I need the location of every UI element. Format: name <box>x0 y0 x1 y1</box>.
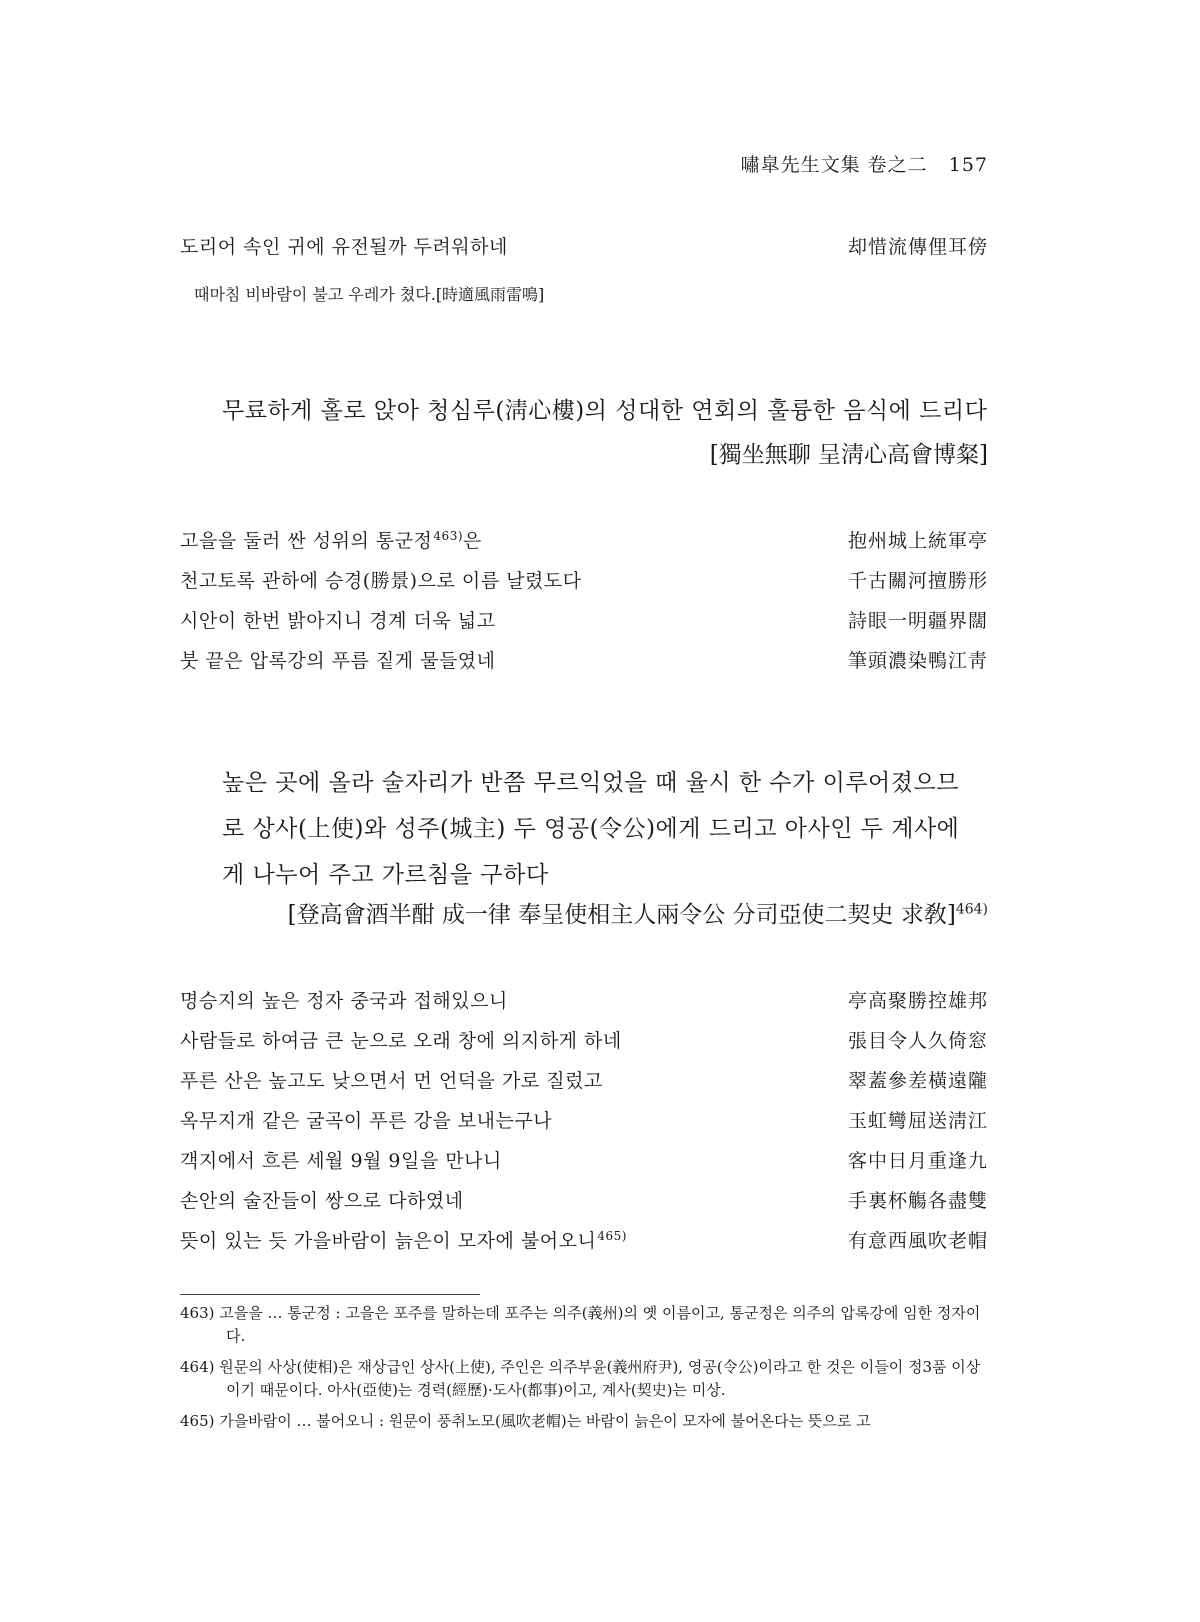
poem-title-chinese: [登高會酒半酣 成一律 奉呈使相主人兩令公 分司亞使二契史 求敎]$^{464)}$ <box>287 901 988 928</box>
verse-line <box>180 566 988 593</box>
verse-korean: 뜻이 있는 듯 가을바람이 늙은이 모자에 불어오니$^{465)}$ <box>180 1228 627 1252</box>
footnote-number: 465) <box>180 1412 215 1430</box>
verse-line <box>180 1226 988 1253</box>
verse-korean: 붓 끝은 압록강의 푸름 짙게 물들였네 <box>180 650 496 672</box>
footnote-text: 고을을 … 통군정 : 고을은 포주를 말하는데 포주는 의주(義州)의 옛 이름이고, 통군정은 의주의 압록강에 임한 정자이다. <box>219 1304 981 1345</box>
verse-korean: 천고토록 관하에 승경(勝景)으로 이름 날렸도다 <box>180 570 582 592</box>
verse-line <box>180 232 988 259</box>
verse-chinese: 千古關河擅勝形 <box>847 570 988 592</box>
verse-chinese: 張目令人久倚窓 <box>847 1030 988 1052</box>
footnote-ref[interactable]: 464) <box>955 901 988 918</box>
verse-korean: 명승지의 높은 정자 중국과 접해있으니 <box>180 990 508 1012</box>
footnote-number: 463) <box>180 1304 215 1322</box>
poem-title-korean-line: 로 상사(上使)와 성주(城主) 두 영공(令公)에게 드리고 아사인 두 계사에 <box>222 816 960 842</box>
footnote-text: 원문의 사상(使相)은 재상급인 상사(上使), 주인은 의주부윤(義州府尹), 영공(令公)이라고 한 것은 이들이 정3품 이상이기 때문이다. 아사(亞使)는 경력(經歷)·도사(都事)이고, 계사(契史)는 미상. <box>219 1358 981 1399</box>
verse-korean: 손안의 술잔들이 쌍으로 다하였네 <box>180 1190 464 1212</box>
footnote-text: 가을바람이 … 불어오니 : 원문이 풍취노모(風吹老帽)는 바람이 늙은이 모자에 불어온다는 뜻으로 고 <box>219 1412 871 1430</box>
verse-line <box>180 1066 988 1093</box>
verse-chinese: 有意西風吹老帽 <box>847 1230 988 1252</box>
poem-title <box>222 760 988 898</box>
verse-line <box>180 1186 988 1213</box>
verse-line <box>180 986 988 1013</box>
poem-title <box>222 388 988 434</box>
verse-chinese: 玉虹彎屈送淸江 <box>847 1110 988 1132</box>
verse-chinese: 亭高聚勝控雄邦 <box>847 990 988 1012</box>
footnote <box>180 1356 988 1402</box>
verse-line <box>180 1146 988 1173</box>
verse-chinese: 翠蓋參差橫遠隴 <box>847 1070 988 1092</box>
verse-line <box>180 606 988 633</box>
verse-line <box>180 1026 988 1053</box>
verse-chinese: 客中日月重逢九 <box>847 1150 988 1172</box>
verse-chinese: 抱州城上統軍亭 <box>847 530 988 552</box>
footnote-ref[interactable]: 465) <box>597 1228 627 1243</box>
footnote <box>180 1302 988 1348</box>
page-number: 157 <box>948 154 988 176</box>
verse-korean: 시안이 한번 밝아지니 경계 더욱 넓고 <box>180 610 496 632</box>
verse-chinese: 手裏杯觴各盡雙 <box>847 1190 988 1212</box>
poem-title-korean-line: 높은 곳에 올라 술자리가 반쯤 무르익었을 때 율시 한 수가 이루어졌으므 <box>222 770 959 796</box>
verse-line <box>180 1106 988 1133</box>
running-title: 嘯皐先生文集 卷之二 <box>740 154 928 176</box>
footnote-number: 464) <box>180 1358 215 1376</box>
verse-korean: 고을을 둘러 싼 성위의 통군정$^{463)}$은 <box>180 528 482 552</box>
footnote-divider <box>180 1294 480 1295</box>
footnote <box>180 1410 988 1433</box>
poem-title-korean: 무료하게 홀로 앉아 청심루(淸心樓)의 성대한 연회의 훌륭한 음식에 드리다 <box>222 398 988 424</box>
poem-title-korean-line: 게 나누어 주고 가르침을 구하다 <box>222 862 549 888</box>
verse-chinese: 却惜流傳俚耳傍 <box>847 236 988 258</box>
verse-line <box>180 526 988 553</box>
poem-title-chinese: [獨坐無聊 呈淸心高會博粲] <box>709 442 988 468</box>
running-header <box>741 150 988 177</box>
verse-chinese: 筆頭濃染鴨江靑 <box>847 650 988 672</box>
verse-korean: 옥무지개 같은 굴곡이 푸른 강을 보내는구나 <box>180 1110 553 1132</box>
verse-korean: 사람들로 하여금 큰 눈으로 오래 창에 의지하게 하네 <box>180 1030 622 1052</box>
verse-korean: 객지에서 흐른 세월 9월 9일을 만나니 <box>180 1150 502 1172</box>
footnote-ref[interactable]: 463) <box>433 528 464 543</box>
verse-korean: 도리어 속인 귀에 유전될까 두려워하네 <box>180 236 508 258</box>
verse-line <box>180 646 988 673</box>
verse-note: 때마침 비바람이 불고 우레가 쳤다.[時適風雨雷鳴] <box>194 285 545 304</box>
verse-chinese: 詩眼一明疆界闊 <box>847 610 988 632</box>
verse-korean: 푸른 산은 높고도 낮으면서 먼 언덕을 가로 질렀고 <box>180 1070 603 1092</box>
